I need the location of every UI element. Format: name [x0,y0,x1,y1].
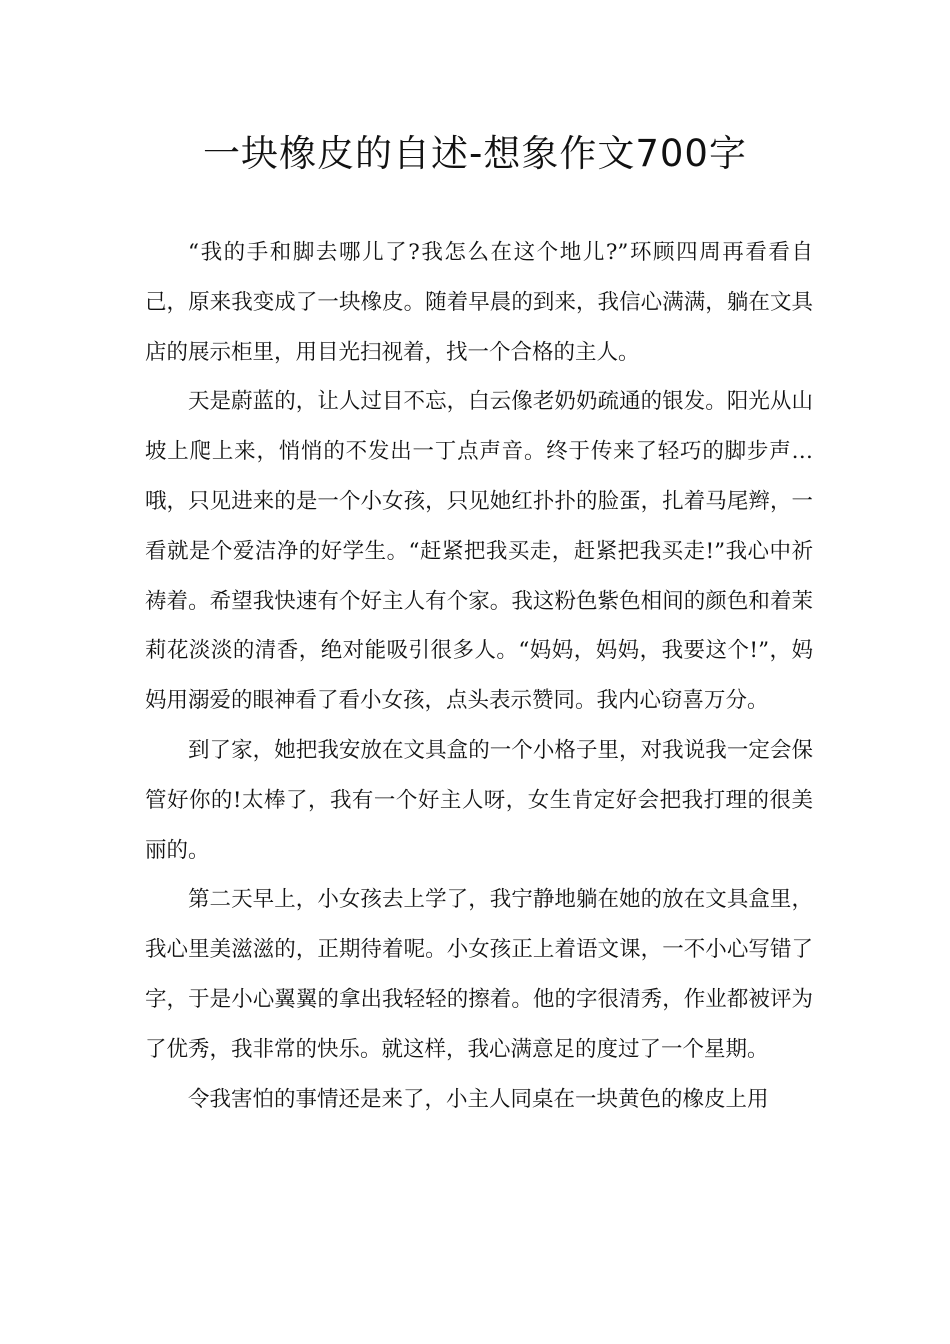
paragraph-1: “我的手和脚去哪儿了?我怎么在这个地儿?”环顾四周再看看自己，原来我变成了一块橡皮。随着早晨的到来，我信心满满，躺在文具店的展示柜里，用目光扫视着，找一个合格的主人。 [145,240,813,365]
paragraph-3: 到了家，她把我安放在文具盒的一个小格子里，对我说我一定会保管好你的!太棒了，我有一个好主人呀，女生肯定好会把我打理的很美丽的。 [145,737,813,863]
document-title: 一块橡皮的自述-想象作文700字 [203,132,747,175]
document-body [145,228,813,1124]
paragraph-5: 令我害怕的事情还是来了，小主人同桌在一块黄色的橡皮上用 [188,1086,769,1112]
paragraph-4: 第二天早上，小女孩去上学了，我宁静地躺在她的放在文具盒里，我心里美滋滋的，正期待着呢。小女孩正上着语文课，一不小心写错了字，于是小心翼翼的拿出我轻轻的擦着。他的字很清秀，作业都被评为了优秀，我非常的快乐。就这样，我心满意足的度过了一个星期。 [145,887,813,1062]
paragraph-2: 天是蔚蓝的，让人过目不忘，白云像老奶奶疏通的银发。阳光从山坡上爬上来，悄悄的不发出一丁点声音。终于传来了轻巧的脚步声…哦，只见进来的是一个小女孩，只见她红扑扑的脸蛋，扎着马尾辫，一看就是个爱洁净的好学生。“赶紧把我买走，赶紧把我买走!”我心中祈祷着。希望我快速有个好主人有个家。我这粉色紫色相间的颜色和着茉莉花淡淡的清香，绝对能吸引很多人。“妈妈，妈妈，我要这个!”，妈妈用溺爱的眼神看了看小女孩，点头表示赞同。我内心窃喜万分。 [145,389,813,714]
